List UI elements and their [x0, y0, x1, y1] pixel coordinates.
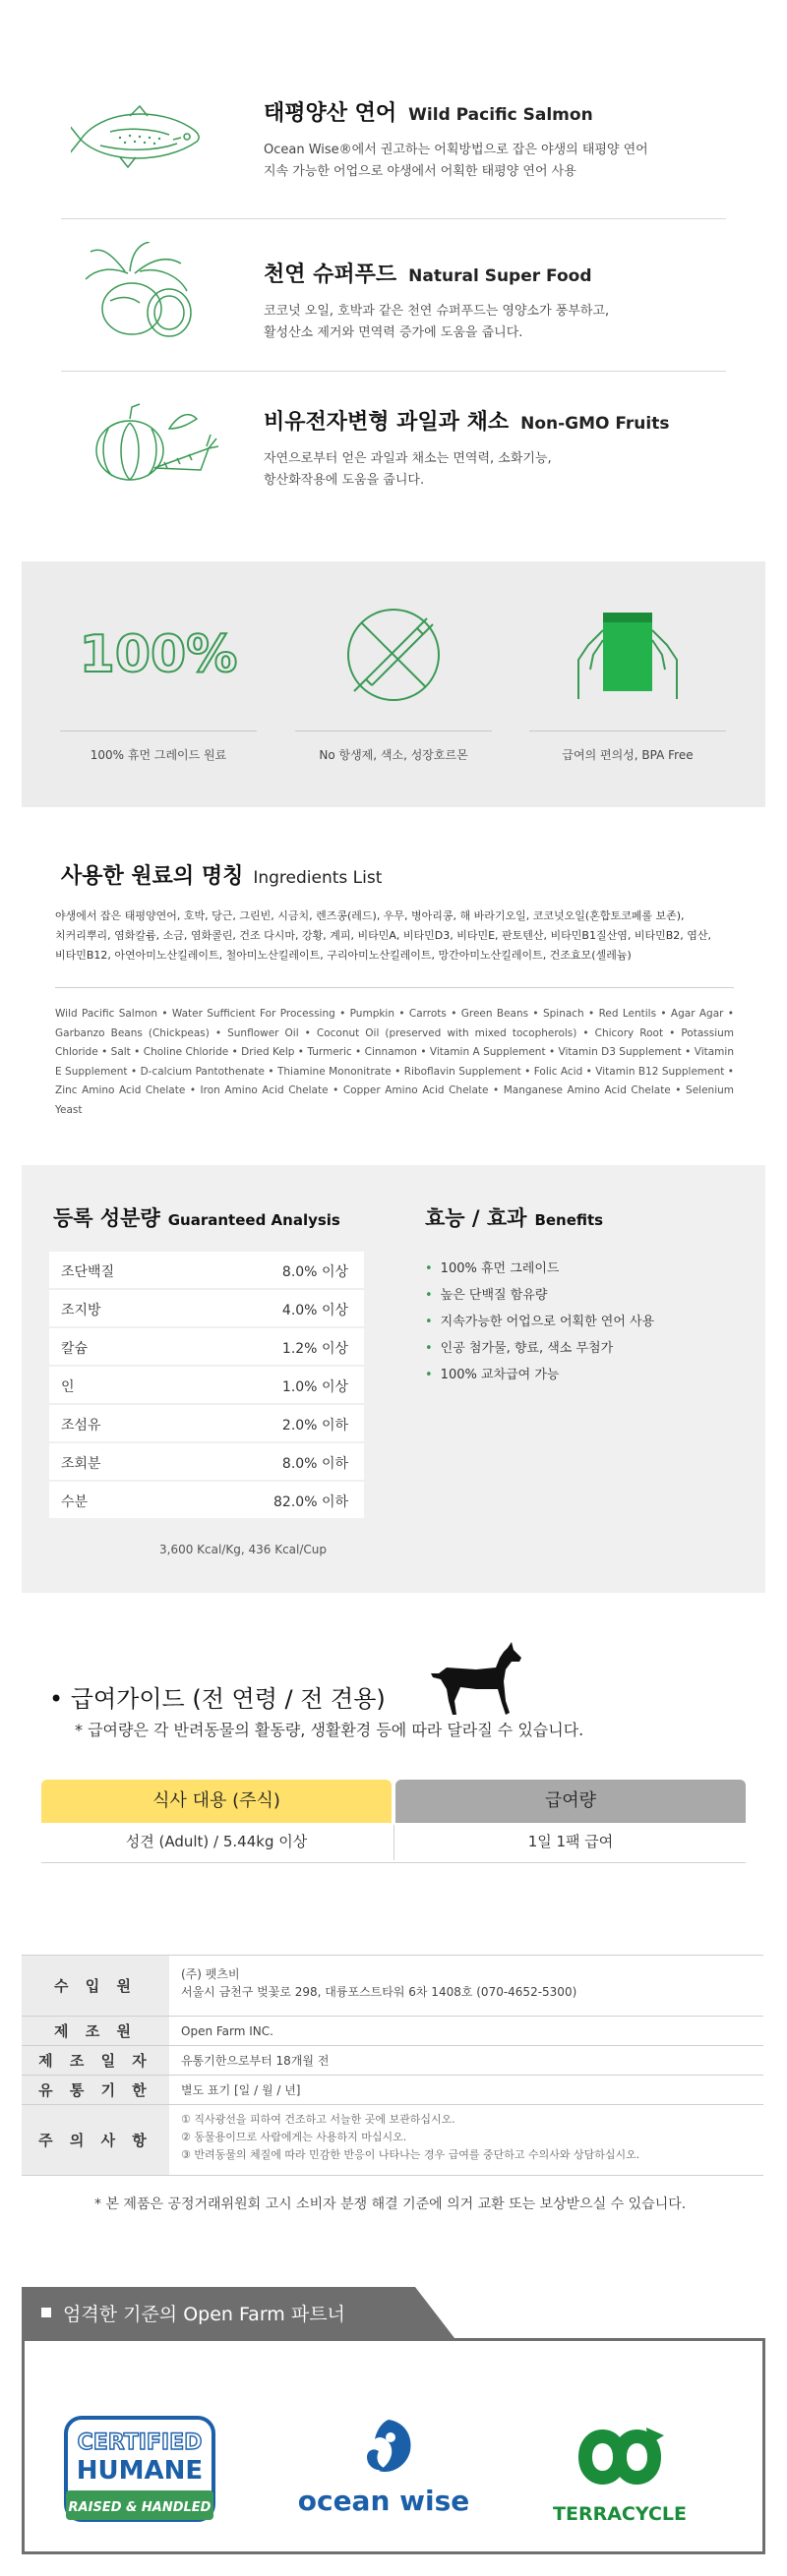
feature-title: 천연 슈퍼푸드 Natural Super Food: [264, 263, 592, 287]
product-info-table: [22, 1955, 763, 2176]
table-row: 조지방 4.0% 이상: [49, 1290, 364, 1326]
badge-caption: No 항생제, 색소, 성장호르몬: [319, 748, 468, 762]
list-item: • 100% 휴먼 그레이드: [425, 1261, 560, 1276]
list-item: • 높은 단백질 함유량: [425, 1288, 548, 1303]
badge-caption: 급여의 편의성, BPA Free: [562, 748, 694, 762]
table-row: 수 입 원 (주) 펫츠비 서울시 금천구 벚꽃로 298, 대륭포스트타워 6차 1408호 (070-4652-5300): [22, 1956, 763, 2017]
table-row: 조섬유 2.0% 이하: [49, 1405, 364, 1441]
svg-text:ocean wise: ocean wise: [297, 2485, 470, 2517]
feature-description: 자연으로부터 얻은 과일과 채소는 면역력, 소화기능, 항산화작용에 도움을 줍니다.: [264, 451, 552, 488]
feature-superfood: [61, 220, 726, 378]
dog-silhouette-icon: [427, 1640, 525, 1719]
badge-no-additives: [295, 561, 492, 807]
table-row: 조단백질 8.0% 이상: [49, 1252, 364, 1288]
feature-description: Ocean Wise®에서 권고하는 어획방법으로 잡은 야생의 태평양 연어 지속 가능한 어업으로 야생에서 어획한 태평양 연어 사용: [264, 143, 648, 179]
square-bullet-icon: [41, 2308, 51, 2317]
ingredients-korean: 야생에서 잡은 태평양연어, 호박, 당근, 그린빈, 시금치, 렌즈콩(레드), 우무, 병아리콩, 해 바라기오일, 코코넛오일(혼합토코페롤 보존), 치커리뿌리, 염화칼륨, 소금, 염화콜린, 건조 다시마, 강황, 계피, 비타민A, 비타민D3, 비타민E, 판토텐산, 비타민B1질산염, 비타민B2, 엽산, 비타민B12, 아연아미노산킬레이트, 철아미노산킬레이트, 구리아미노산킬레이트, 망간아미노산킬레이트, 건조효모(셀레늄): [55, 909, 711, 962]
table-cell-meal: 성견 (Adult) / 5.44kg 이상: [125, 1833, 308, 1850]
feature-title: 태평양산 연어 Wild Pacific Salmon: [264, 101, 593, 126]
quality-badges-band: [22, 561, 765, 807]
coconut-icon: [71, 242, 218, 350]
divider: [41, 1862, 746, 1863]
feature-title: 비유전자변형 과일과 채소 Non-GMO Fruits: [264, 410, 670, 435]
list-item: • 인공 첨가물, 향료, 색소 무첨가: [425, 1341, 614, 1356]
ingredients-title: 사용한 원료의 명칭 Ingredients List: [61, 864, 383, 889]
svg-text:RAISED & HANDLED: RAISED & HANDLED: [68, 2500, 212, 2515]
disclaimer-note: * 본 제품은 공정거래위원회 고시 소비자 분쟁 해결 기준에 의거 교환 또는 보상받으실 수 있습니다.: [94, 2196, 687, 2212]
benefits-list: [425, 1256, 654, 1388]
feature-non-gmo: [61, 368, 726, 525]
list-item: • 100% 교차급여 가능: [425, 1368, 560, 1382]
table-cell-amount: 1일 1팩 급여: [527, 1833, 614, 1850]
pumpkin-carrot-icon: [71, 389, 218, 498]
svg-text:CERTIFIED: CERTIFIED: [77, 2430, 203, 2455]
svg-text:100%: 100%: [80, 625, 237, 684]
feeding-guide-title: • 급여가이드 (전 연령 / 전 견용): [49, 1685, 386, 1713]
partners-frame: [22, 2338, 765, 2554]
table-row: 칼슘 1.2% 이상: [49, 1328, 364, 1365]
divider: [55, 987, 734, 988]
analysis-panel: [22, 1165, 765, 1593]
divider: [295, 731, 492, 732]
certified-humane-logo: [44, 2400, 251, 2538]
terracycle-logo: [516, 2400, 723, 2538]
feature-description: 코코넛 오일, 호박과 같은 천연 슈퍼푸드는 영양소가 풍부하고, 활성산소 제거와 면역력 증가에 도움을 줍니다.: [264, 304, 610, 340]
hundred-percent-icon: [80, 601, 237, 709]
ocean-wise-logo: [280, 2400, 487, 2538]
partners-title: 엄격한 기준의 Open Farm 파트너: [63, 2304, 345, 2325]
partners-header: [22, 2287, 454, 2338]
table-row: 유 통 기 한 별도 표기 [일 / 월 / 년]: [22, 2076, 763, 2105]
badge-bpa-free: [529, 561, 726, 807]
table-row: 조회분 8.0% 이하: [49, 1443, 364, 1480]
badge-human-grade: [60, 561, 257, 807]
badge-caption: 100% 휴먼 그레이드 원료: [90, 748, 227, 762]
svg-text:TERRACYCLE: TERRACYCLE: [553, 2503, 687, 2525]
feature-salmon: [61, 59, 726, 216]
calorie-note: 3,600 Kcal/Kg, 436 Kcal/Cup: [159, 1543, 327, 1556]
analysis-title: 등록 성분량 Guaranteed Analysis: [53, 1206, 340, 1230]
divider: [61, 218, 726, 219]
divider: [529, 731, 726, 732]
ingredients-english: Wild Pacific Salmon • Water Sufficient For Processing • Pumpkin • Carrots • Green Beans • Spinach • Red Lentils • Agar Agar • Garbanzo Beans (Chickpeas) • Sunflower Oil • Coconut Oil (preserved with mixed tocopherols) • Chicory Root • Potassium Chloride • Salt • Choline Chloride • Dried Kelp • Turmeric • Cinnamon • Vitamin A Supplement • Vitamin D3 Supplement • Vitamin E Supplement • D-calcium Pantothenate • Thiamine Mononitrate • Riboflavin Supplement • Folic Acid • Vitamin B12 Supplement • Zinc Amino Acid Chelate • Iron Amino Acid Chelate • Copper Amino Acid Chelate • Manganese Amino Acid Chelate • Selenium Yeast: [55, 1008, 734, 1116]
table-header-meal: 식사 대용 (주식): [41, 1780, 392, 1823]
analysis-table: [49, 1252, 364, 1520]
table-row: 수분 82.0% 이하: [49, 1482, 364, 1518]
table-header-amount: 급여량: [395, 1780, 746, 1823]
table-row: 제 조 원 Open Farm INC.: [22, 2017, 763, 2046]
divider: [60, 731, 257, 732]
table-row: 제 조 일 자 유통기한으로부터 18개월 전: [22, 2046, 763, 2076]
bag-icon: [549, 601, 706, 709]
table-row: 인 1.0% 이상: [49, 1367, 364, 1403]
list-item: • 지속가능한 어업으로 어획한 연어 사용: [425, 1315, 655, 1329]
no-syringe-icon: [315, 601, 472, 709]
svg-text:HUMANE: HUMANE: [76, 2456, 204, 2486]
table-row: 주 의 사 항 ① 직사광선을 피하여 건조하고 서늘한 곳에 보관하십시오. ② 동물용이므로 사람에게는 사용하지 마십시오. ③ 반려동물의 체질에 따라 민감한 반응이 나타나는 경우 급여를 중단하고 수의사와 상담하십시오.: [22, 2105, 763, 2176]
benefits-title: 효능 / 효과 Benefits: [425, 1206, 604, 1230]
feeding-guide-subtitle: * 급여량은 각 반려동물의 활동량, 생활환경 등에 따라 달라질 수 있습니다.: [75, 1721, 584, 1739]
salmon-icon: [71, 81, 218, 189]
